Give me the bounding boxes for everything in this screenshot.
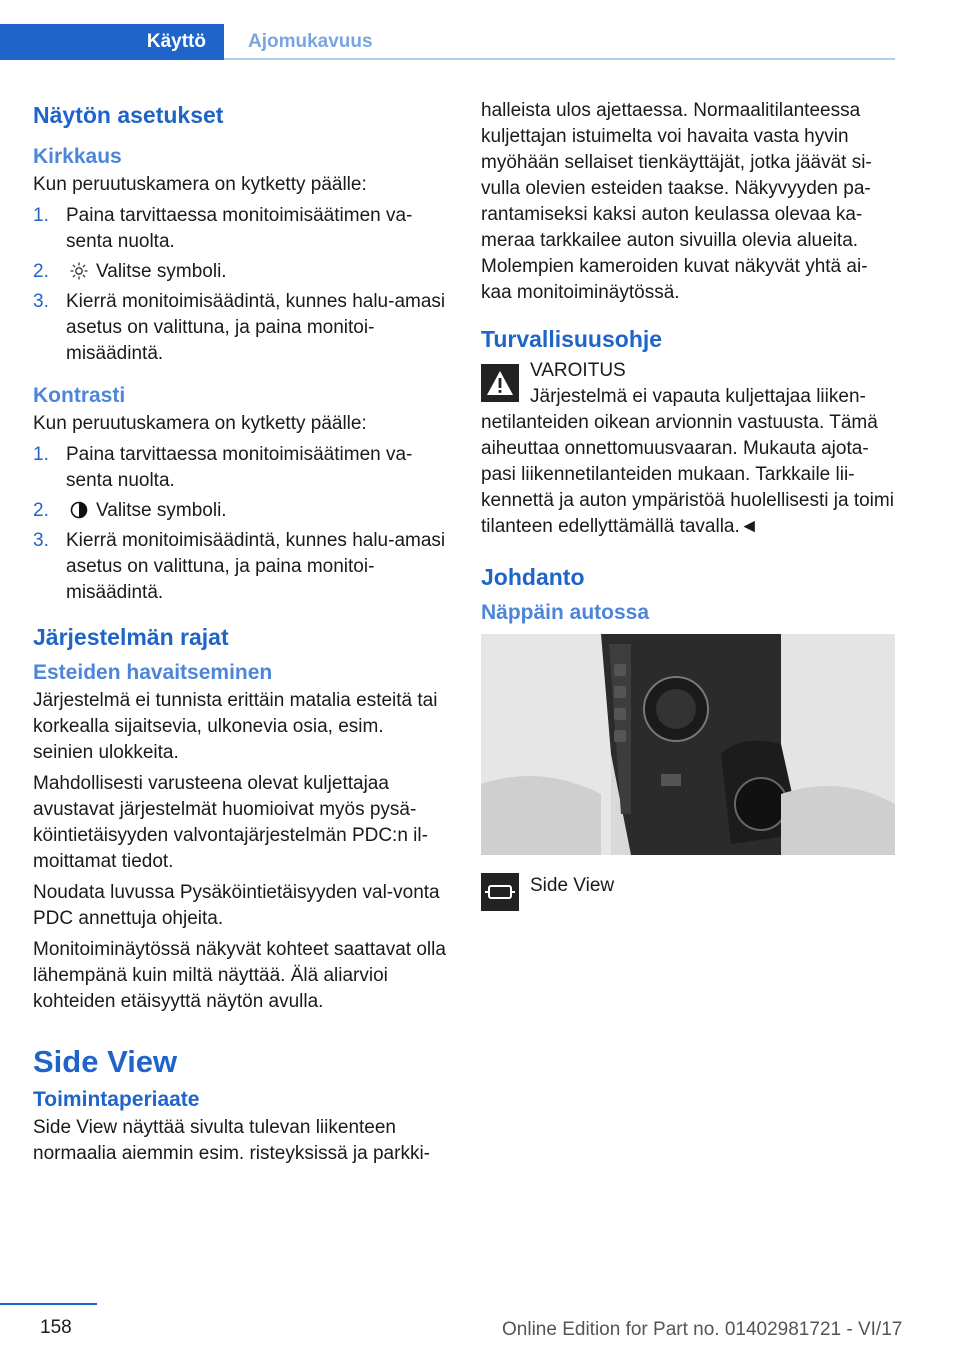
paragraph: Noudata luvussa Pysäköintietäisyyden val‐vonta PDC annettuja ohjeita. [33,882,440,929]
step-text: Paina tarvittaessa monitoimisäätimen va‐senta nuolta. [66,205,413,252]
limits-title: Järjestelmän rajat [33,624,229,650]
contrast-title: Kontrasti [33,384,126,407]
contrast-steps [33,442,448,606]
paragraph: Järjestelmä ei tunnista erittäin matalia esteitä tai korkealla sijaitsevia, ulkonevia osia, esim. seinien ulokkeita. [33,690,438,763]
warning-block [481,358,895,540]
edition-footer: Online Edition for Part no. 01402981721 - VI/17 [502,1319,903,1340]
page-rule [0,1303,97,1305]
list-item [33,442,448,494]
list-item [33,289,448,367]
step-number: 3. [33,530,49,551]
continuation-text: halleista ulos ajettaessa. Normaalitilanteessa kuljettajan istuimelta voi havaita vasta hyvin myöhään sellaiset tienkäyttäjät, jotka jäävät si‐vulla olevien esteiden taakse. Näkyvyyden pa‐rantamiseksi kaksi auton keulassa olevaa ka‐meraa tarkkailee auton sivuilla olevia alueita. Molempien kameroiden kuvat näkyvät yhtä ai‐kaa monitoiminäytössä. [481,100,872,303]
list-item [33,528,448,606]
page-number: 158 [40,1317,72,1338]
step-text: Paina tarvittaessa monitoimisäätimen va‐senta nuolta. [66,444,413,491]
brightness-steps [33,203,448,367]
principle-text: Side View näyttää sivulta tulevan liikenteen normaalia aiemmin esim. risteyksissä ja parkki‐ [33,1117,430,1164]
list-item [33,259,448,285]
side-view-icon [481,873,519,911]
side-view-button-row [481,873,895,913]
step-text: Kierrä monitoimisäädintä, kunnes halu‐amasi asetus on valittuna, ja paina monitoi‐misäädintä. [66,291,446,364]
step-number: 1. [33,444,49,465]
contrast-icon [70,501,88,519]
brightness-icon [70,262,88,280]
step-number: 3. [33,291,49,312]
console-photo [481,634,895,855]
list-item [33,498,448,524]
paragraph: Mahdollisesti varusteena olevat kuljettajaa avustavat järjestelmät huomioivat myös pysä‐köintietäisyyden valvontajärjestelmän PDC:n il‐moittamat tiedot. [33,773,428,872]
step-text: Valitse symboli. [96,500,227,521]
paragraph: Monitoiminäytössä näkyvät kohteet saattavat olla lähempänä kuin miltä näyttää. Älä aliarvioi kohteiden etäisyyttä näytön avulla. [33,939,446,1012]
safety-title: Turvallisuusohje [481,326,663,352]
tab-ajomukavuus: Ajomukavuus [248,31,373,52]
button-title: Näppäin autossa [481,601,650,624]
side-view-title: Side View [33,1044,178,1079]
step-number: 1. [33,205,49,226]
brightness-intro: Kun peruutuskamera on kytketty päälle: [33,174,367,195]
header-rule [224,58,895,60]
left-column [33,98,448,1172]
warning-text: Järjestelmä ei vapauta kuljettajaa liiken‐netilanteiden oikean arvionnin vastuusta. Tämä aiheuttaa onnettomuusvaaran. Mukauta ajota‐pasi liikennetilanteiden mukaan. Tarkkaile lii‐kennettä ja auton ympäristöä huolellisesti ja toimi tilanteen edellyttämällä tavalla.◄ [481,386,894,537]
step-number: 2. [33,500,49,521]
right-column [481,98,895,913]
display-settings-title: Näytön asetukset [33,102,224,128]
step-number: 2. [33,261,49,282]
list-item [33,203,448,255]
side-view-label: Side View [530,875,615,896]
step-text: Kierrä monitoimisäädintä, kunnes halu‐amasi asetus on valittuna, ja paina monitoi‐misäädintä. [66,530,446,603]
tab-kaytto: Käyttö [0,24,224,60]
brightness-title: Kirkkaus [33,145,122,168]
warning-triangle-icon [481,364,519,402]
warning-head: VAROITUS [530,360,626,381]
principle-title: Toimintaperiaate [33,1088,200,1111]
obstacles-title: Esteiden havaitseminen [33,661,273,684]
page-header [0,24,895,62]
step-text: Valitse symboli. [96,261,227,282]
intro-title: Johdanto [481,564,585,590]
contrast-intro: Kun peruutuskamera on kytketty päälle: [33,413,367,434]
